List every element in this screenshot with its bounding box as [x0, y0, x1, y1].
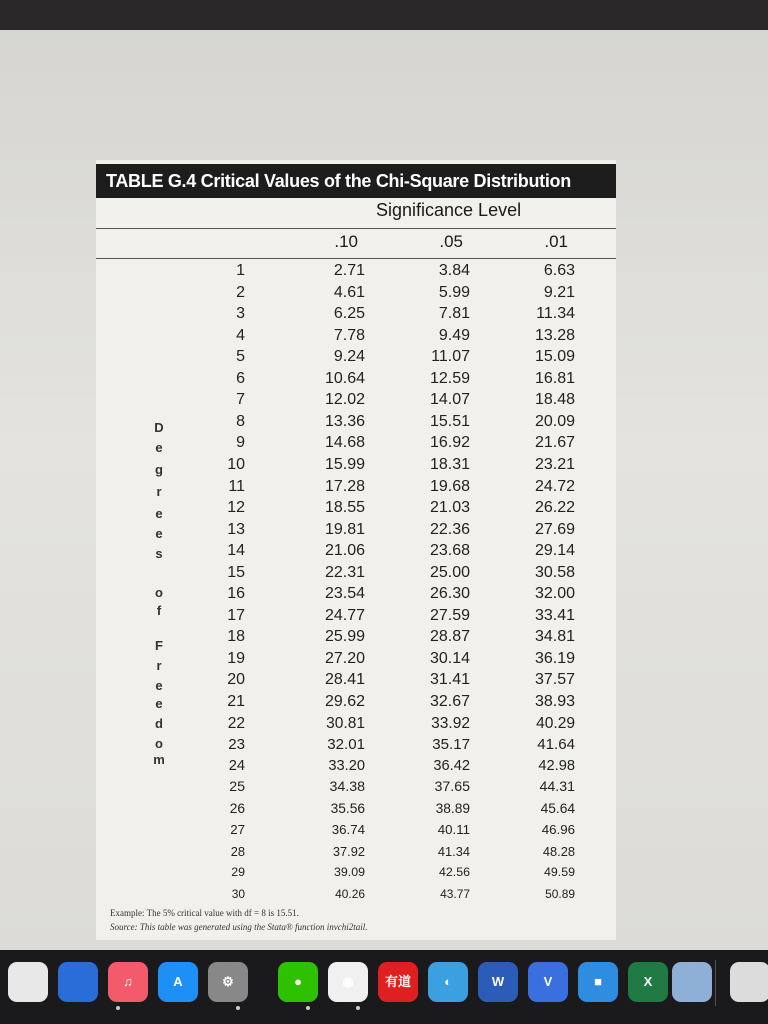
side-label-letter: e	[155, 440, 163, 455]
df-cell: 27	[230, 822, 245, 838]
value-cell-10: 36.74	[331, 822, 365, 838]
df-cell: 22	[227, 714, 245, 732]
value-cell-01: 49.59	[543, 865, 575, 880]
value-cell-05: 21.03	[429, 499, 470, 517]
df-cell: 15	[227, 563, 245, 581]
df-cell: 23	[228, 736, 245, 754]
value-cell-05: 19.68	[429, 477, 470, 495]
value-cell-01: 41.64	[537, 736, 575, 754]
running-indicator	[356, 1006, 360, 1010]
word-icon[interactable]: W	[478, 962, 518, 1002]
value-cell-10: 10.64	[324, 369, 365, 387]
side-label-letter: e	[155, 678, 163, 693]
side-label-letter: s	[155, 546, 163, 561]
value-cell-10: 13.36	[324, 412, 365, 430]
value-cell-01: 16.81	[534, 369, 575, 387]
df-cell: 10	[227, 455, 245, 473]
df-cell: 17	[227, 606, 245, 624]
value-cell-10: 4.61	[333, 283, 365, 301]
df-cell: 26	[229, 800, 245, 816]
df-cell: 19	[227, 649, 245, 667]
value-cell-01: 48.28	[542, 843, 575, 859]
value-cell-01: 23.21	[534, 455, 575, 473]
preview-icon[interactable]	[672, 962, 712, 1002]
side-label-letter: e	[155, 696, 163, 711]
side-label-letter: r	[156, 658, 162, 673]
df-cell: 28	[230, 843, 245, 859]
value-cell-05: 26.30	[429, 585, 470, 603]
value-cell-05: 11.07	[431, 348, 470, 366]
value-cell-05: 16.92	[429, 434, 470, 452]
monitor-top-bezel	[0, 0, 768, 30]
value-cell-01: 21.67	[534, 434, 575, 452]
value-cell-10: 17.28	[324, 477, 365, 495]
value-cell-05: 5.99	[438, 283, 470, 301]
value-cell-05: 33.92	[431, 714, 470, 732]
df-cell: 30	[231, 886, 245, 901]
df-cell: 24	[228, 757, 245, 774]
excel-icon[interactable]: X	[628, 962, 668, 1002]
side-label-letter: f	[156, 603, 162, 618]
df-cell: 16	[227, 585, 245, 603]
side-label-letter: e	[155, 506, 163, 521]
side-label-letter: o	[155, 736, 163, 751]
value-cell-05: 35.17	[432, 736, 470, 754]
df-cell: 6	[236, 369, 245, 387]
value-cell-10: 27.20	[324, 649, 365, 667]
value-cell-01: 40.29	[536, 714, 575, 732]
value-cell-10: 19.81	[324, 520, 365, 538]
column-header-01: .01	[544, 232, 568, 251]
running-indicator	[236, 1006, 240, 1010]
df-cell: 29	[231, 865, 245, 880]
df-cell: 2	[236, 283, 245, 301]
value-cell-01: 9.21	[543, 283, 575, 301]
value-cell-01: 50.89	[545, 886, 575, 901]
value-cell-05: 43.77	[440, 886, 470, 901]
vscode-like-icon[interactable]: V	[528, 962, 568, 1002]
value-cell-01: 32.00	[534, 585, 575, 603]
df-cell: 21	[227, 693, 245, 710]
value-cell-05: 23.68	[429, 542, 470, 560]
value-cell-01: 15.09	[534, 348, 575, 366]
value-cell-10: 9.24	[333, 348, 365, 366]
column-header-05: .05	[439, 232, 463, 251]
value-cell-05: 32.67	[429, 693, 470, 710]
value-cell-01: 26.22	[534, 499, 575, 517]
charts-app-icon[interactable]	[8, 962, 48, 1002]
wechat-icon[interactable]: ●	[278, 962, 318, 1002]
value-cell-05: 18.31	[429, 455, 470, 473]
df-cell: 20	[227, 671, 245, 689]
df-cell: 11	[228, 477, 245, 495]
side-label-letter: D	[154, 420, 164, 435]
value-cell-01: 42.98	[538, 757, 575, 774]
value-cell-01: 33.41	[534, 606, 575, 624]
value-cell-10: 24.77	[324, 606, 365, 624]
value-cell-01: 18.48	[534, 391, 575, 409]
dock-separator	[715, 960, 716, 1006]
side-label-letter: r	[156, 484, 162, 499]
significance-level-text: Significance Level	[376, 200, 522, 220]
side-label-letter: d	[155, 716, 163, 731]
value-cell-05: 42.56	[438, 865, 470, 880]
table-title: TABLE G.4 Critical Values of the Chi-Square Distribution	[96, 164, 616, 198]
column-header-10: .10	[334, 232, 358, 251]
df-cell: 25	[229, 779, 245, 796]
value-cell-05: 7.81	[438, 305, 470, 323]
value-cell-01: 38.93	[534, 693, 575, 710]
dock	[0, 950, 768, 1024]
df-cell: 5	[236, 348, 245, 366]
value-cell-10: 28.41	[324, 671, 365, 689]
value-cell-01: 36.19	[534, 649, 575, 667]
value-cell-01: 29.14	[534, 542, 575, 560]
value-cell-10: 21.06	[324, 542, 365, 560]
df-cell: 7	[236, 391, 245, 409]
df-cell: 13	[227, 520, 245, 538]
df-cell: 12	[227, 499, 245, 517]
value-cell-10: 35.56	[330, 800, 365, 816]
header-rule-top	[96, 228, 616, 229]
value-cell-10: 7.78	[333, 326, 365, 344]
value-cell-10: 33.20	[328, 757, 365, 774]
df-cell: 9	[236, 434, 245, 452]
value-cell-01: 34.81	[534, 628, 575, 646]
side-label-letter: o	[155, 585, 163, 600]
value-cell-05: 31.41	[429, 671, 470, 689]
df-cell: 14	[227, 542, 245, 560]
value-cell-01: 13.28	[534, 326, 575, 344]
running-indicator	[116, 1006, 120, 1010]
value-cell-10: 6.25	[333, 305, 365, 323]
value-cell-01: 37.57	[534, 671, 575, 689]
value-cell-01: 24.72	[534, 477, 575, 495]
df-cell: 1	[236, 262, 245, 279]
music-icon[interactable]: ♫	[108, 962, 148, 1002]
value-cell-01: 46.96	[541, 822, 575, 838]
value-cell-01: 6.63	[543, 262, 575, 279]
side-label-letter: m	[153, 752, 165, 767]
value-cell-05: 37.65	[434, 779, 470, 796]
chrome-icon[interactable]: ◉	[328, 962, 368, 1002]
browser-icon[interactable]: ◐	[428, 962, 468, 1002]
value-cell-05: 14.07	[429, 391, 470, 409]
value-cell-01: 45.64	[540, 800, 575, 816]
value-cell-10: 25.99	[324, 628, 365, 646]
app-store-icon[interactable]: A	[158, 962, 198, 1002]
value-cell-10: 29.62	[324, 693, 365, 710]
value-cell-10: 22.31	[324, 563, 365, 581]
value-cell-05: 40.11	[437, 822, 470, 838]
value-cell-01: 30.58	[534, 563, 575, 581]
system-preferences-icon[interactable]: ⚙	[208, 962, 248, 1002]
header-rule-bottom	[96, 258, 616, 259]
side-label-letter: g	[155, 462, 163, 477]
value-cell-05: 12.59	[429, 369, 470, 387]
value-cell-10: 39.09	[333, 865, 365, 880]
example-note: Example: The 5% critical value with df = 8 is 15.51.	[110, 908, 299, 918]
value-cell-05: 15.51	[429, 412, 470, 430]
value-cell-05: 28.87	[429, 628, 470, 646]
side-label-letter: e	[155, 526, 163, 541]
df-cell: 18	[227, 628, 245, 646]
value-cell-10: 14.68	[324, 434, 365, 452]
value-cell-10: 2.71	[333, 262, 365, 279]
side-label-letter: F	[155, 638, 163, 653]
value-cell-05: 27.59	[429, 606, 470, 624]
value-cell-05: 22.36	[429, 520, 470, 538]
value-cell-01: 20.09	[534, 412, 575, 430]
value-cell-01: 11.34	[536, 305, 575, 323]
value-cell-05: 25.00	[429, 563, 470, 581]
df-cell: 3	[236, 305, 245, 323]
facetime-icon[interactable]: ■	[578, 962, 618, 1002]
value-cell-10: 32.01	[327, 736, 365, 754]
value-cell-05: 38.89	[435, 800, 470, 816]
value-cell-10: 34.38	[329, 779, 365, 796]
value-cell-10: 30.81	[326, 714, 365, 732]
value-cell-10: 18.55	[324, 499, 365, 517]
df-cell: 8	[236, 412, 245, 430]
value-cell-05: 9.49	[438, 326, 470, 344]
running-indicator	[306, 1006, 310, 1010]
keynote-icon[interactable]	[58, 962, 98, 1002]
value-cell-05: 41.34	[437, 843, 470, 859]
df-cell: 4	[236, 326, 245, 344]
value-cell-10: 12.02	[324, 391, 365, 409]
value-cell-01: 27.69	[534, 520, 575, 538]
documents-icon[interactable]	[730, 962, 768, 1002]
value-cell-05: 3.84	[438, 262, 470, 279]
value-cell-10: 40.26	[335, 886, 365, 901]
youdao-icon[interactable]: 有道	[378, 962, 418, 1002]
value-cell-10: 37.92	[332, 843, 365, 859]
source-note: Source: This table was generated using the Stata® function invchi2tail.	[110, 922, 368, 932]
value-cell-10: 15.99	[324, 455, 365, 473]
value-cell-05: 36.42	[433, 757, 470, 774]
value-cell-01: 44.31	[539, 779, 575, 796]
value-cell-10: 23.54	[324, 585, 365, 603]
value-cell-05: 30.14	[429, 649, 470, 667]
